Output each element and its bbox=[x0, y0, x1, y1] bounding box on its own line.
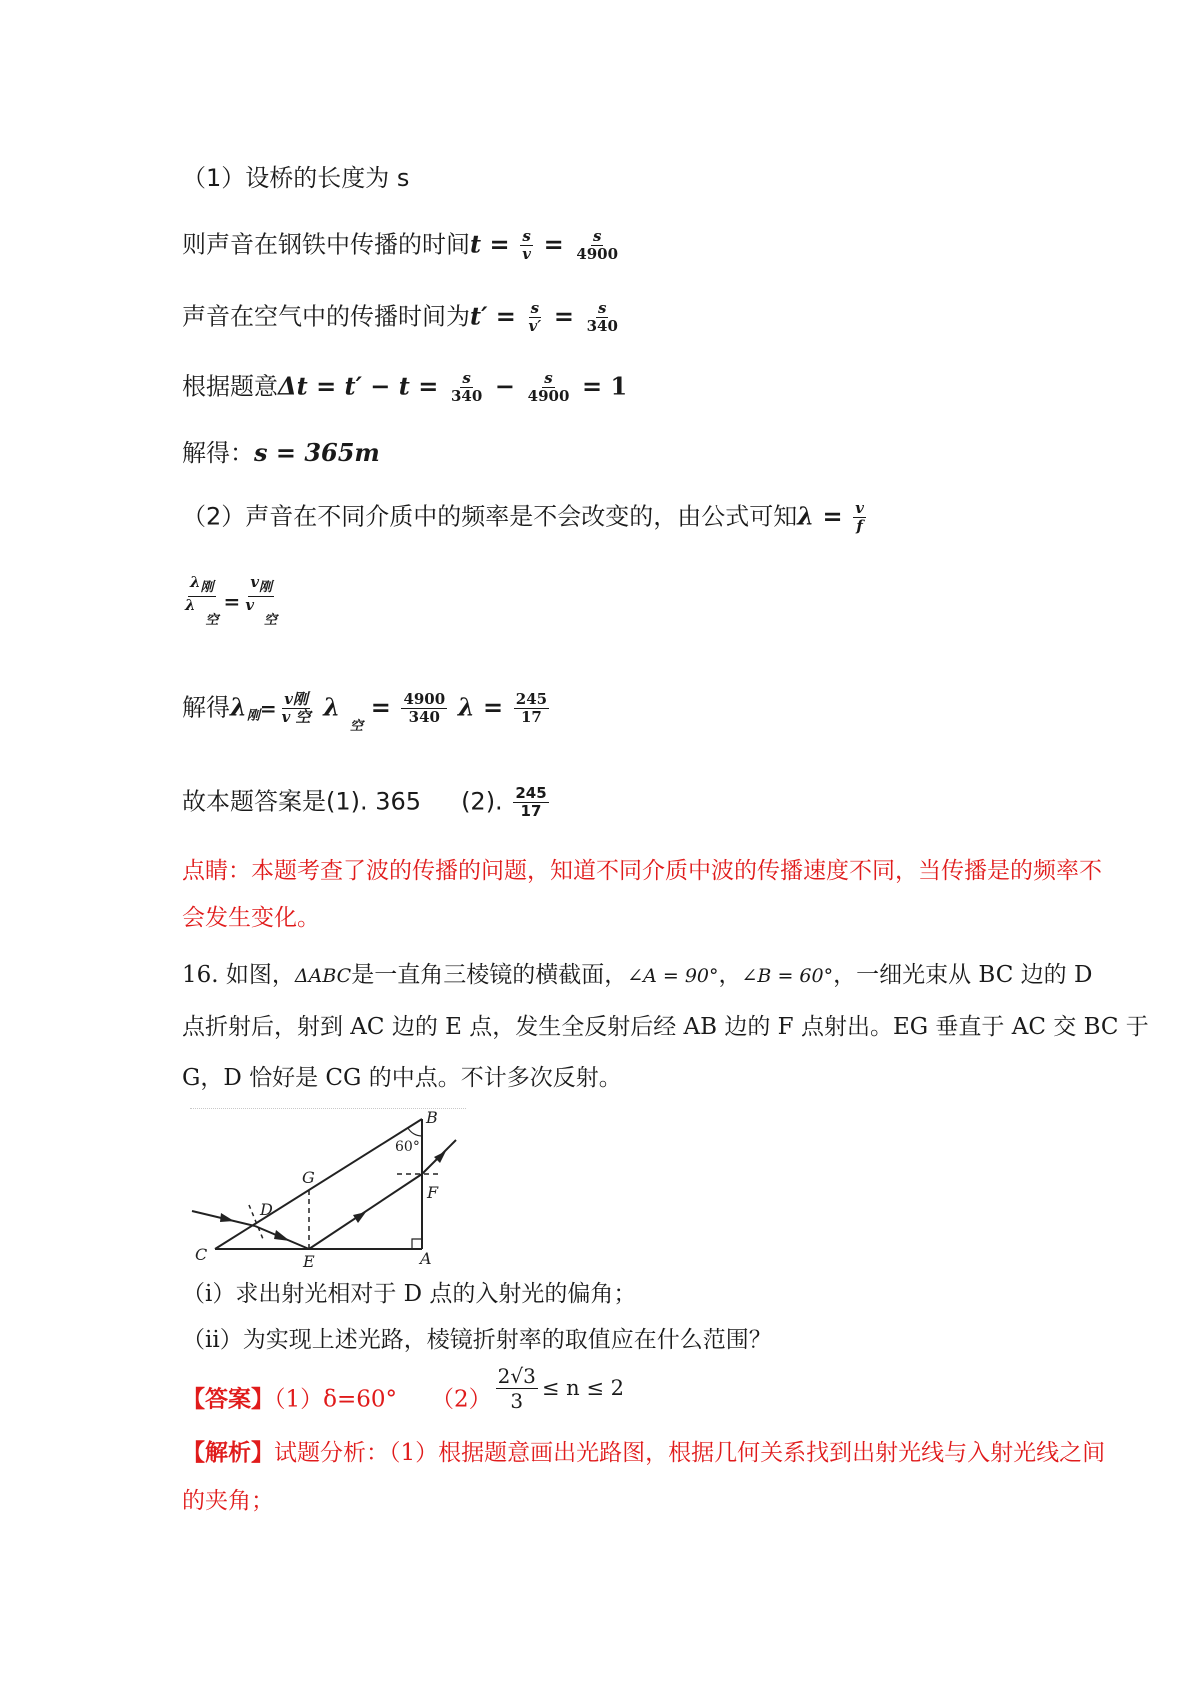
math-expr: λ = bbox=[797, 501, 843, 531]
q16-sub2: （ii）为实现上述光路，棱镜折射率的取值应在什么范围？ bbox=[182, 1327, 772, 1353]
numerator: s bbox=[522, 227, 531, 245]
subscript: 刚 bbox=[246, 708, 260, 724]
label-angle: 60° bbox=[395, 1139, 420, 1155]
denominator: 17 bbox=[520, 708, 542, 726]
fraction bbox=[520, 228, 533, 263]
denominator: 3 bbox=[510, 1389, 524, 1413]
label-a: A bbox=[420, 1249, 432, 1267]
numerator: v bbox=[855, 499, 864, 517]
denominator: v′ bbox=[528, 317, 542, 335]
lambda: λ bbox=[323, 692, 341, 722]
fraction bbox=[574, 228, 620, 263]
subscript: 空 bbox=[350, 718, 364, 734]
part1-line4 bbox=[182, 370, 627, 405]
answer-label: 【答案】 bbox=[182, 1385, 274, 1413]
part2-solve bbox=[182, 691, 552, 742]
comment-line1: 点睛：本题考查了波的传播的问题，知道不同介质中波的传播速度不同，当传播是的频率不 bbox=[182, 858, 1102, 884]
equals: = bbox=[553, 301, 574, 331]
numerator: 2√3 bbox=[497, 1364, 536, 1388]
angle-arc bbox=[408, 1128, 422, 1136]
q16-analysis-line2: 的夹角； bbox=[182, 1488, 274, 1514]
subscript: 空 bbox=[264, 613, 278, 628]
fraction bbox=[243, 574, 279, 629]
numerator: 245 bbox=[515, 690, 548, 708]
text: （2） bbox=[431, 1386, 492, 1413]
symbol: λ bbox=[185, 596, 196, 614]
arrow-icon bbox=[220, 1213, 234, 1222]
fraction bbox=[280, 691, 313, 726]
fraction bbox=[585, 300, 620, 335]
subscript: 刚 bbox=[200, 580, 214, 595]
arrow-icon bbox=[274, 1230, 290, 1241]
fraction bbox=[183, 574, 221, 629]
label-g: G bbox=[302, 1168, 315, 1187]
denominator: v 空 bbox=[281, 708, 311, 726]
denominator bbox=[243, 597, 279, 629]
text: 解得 bbox=[182, 693, 230, 722]
numerator bbox=[248, 574, 274, 597]
label-d: D bbox=[260, 1200, 273, 1219]
part1-line2 bbox=[182, 228, 623, 263]
equals: = bbox=[259, 696, 277, 721]
equals: = bbox=[543, 229, 564, 259]
text: 故本题答案是(1). 365 bbox=[182, 787, 422, 816]
math-expr: λ = bbox=[457, 692, 504, 722]
denominator: 340 bbox=[586, 317, 618, 335]
text: 是一直角三棱镜的横截面， bbox=[351, 962, 628, 988]
fraction bbox=[527, 300, 544, 335]
text: 则声音在钢铁中传播的时间 bbox=[182, 230, 470, 259]
math-expr: Δt = t′ − t = bbox=[278, 371, 439, 401]
fraction bbox=[496, 1364, 538, 1413]
text: （2）声音在不同介质中的频率是不会改变的，由公式可知 bbox=[182, 502, 798, 531]
part2-ratio bbox=[180, 574, 282, 629]
equals: = bbox=[223, 589, 241, 614]
equals: = bbox=[370, 692, 391, 722]
math-var: t = bbox=[470, 229, 510, 259]
q16-answer bbox=[182, 1364, 624, 1425]
denominator: 4900 bbox=[576, 245, 619, 263]
q16-line2: 点折射后，射到 AC 边的 E 点，发生全反射后经 AB 边的 F 点射出。EG 垂直于 AC 交 BC 于 bbox=[182, 1014, 1149, 1040]
arrow-icon bbox=[353, 1212, 366, 1223]
subscript: 空 bbox=[205, 613, 219, 628]
denominator: 17 bbox=[520, 802, 542, 820]
math-expr: ΔABC bbox=[294, 965, 352, 987]
part2-line1 bbox=[182, 500, 869, 535]
label-b: B bbox=[426, 1109, 438, 1127]
denominator: 340 bbox=[450, 387, 483, 405]
numerator: s bbox=[598, 299, 607, 317]
fraction bbox=[853, 500, 866, 535]
denominator: 340 bbox=[408, 708, 440, 726]
lambda: λ bbox=[230, 692, 247, 722]
text: （1）δ=60° bbox=[274, 1386, 398, 1413]
math-var: t′ = bbox=[470, 301, 516, 331]
numerator: s bbox=[544, 369, 553, 387]
numerator bbox=[188, 574, 216, 597]
text: 声音在空气中的传播时间为 bbox=[182, 302, 470, 331]
subscript: 刚 bbox=[259, 580, 273, 595]
text: 试题分析：（1）根据题意画出光路图，根据几何关系找到出射光线与入射光线之间 bbox=[274, 1440, 1106, 1466]
part1-line1: （1）设桥的长度为 s bbox=[182, 164, 410, 192]
label-e: E bbox=[303, 1252, 315, 1267]
denominator bbox=[183, 597, 221, 629]
label-c: C bbox=[195, 1245, 208, 1264]
analysis-label: 【解析】 bbox=[182, 1439, 274, 1466]
math-expr: ≤ n ≤ 2 bbox=[541, 1375, 624, 1400]
numerator: s bbox=[592, 227, 602, 245]
comment-line2: 会发生变化。 bbox=[182, 905, 320, 931]
q16-line1 bbox=[182, 960, 1092, 991]
math-expr: ∠B = 60° bbox=[741, 965, 834, 987]
label-f: F bbox=[427, 1183, 439, 1202]
ray-e-f bbox=[309, 1174, 422, 1249]
numerator: 245 bbox=[515, 784, 547, 802]
fraction bbox=[449, 370, 484, 405]
edge-cb bbox=[215, 1119, 422, 1249]
minus: − bbox=[494, 371, 516, 401]
numerator: s bbox=[530, 299, 540, 317]
numerator: s bbox=[462, 369, 471, 387]
symbol: v bbox=[245, 596, 255, 614]
text: 根据题意 bbox=[182, 372, 278, 401]
denominator: 4900 bbox=[527, 387, 570, 405]
fraction bbox=[513, 785, 548, 820]
part1-line5 bbox=[182, 438, 380, 468]
fraction bbox=[401, 691, 447, 726]
result: = 1 bbox=[582, 371, 628, 401]
text: ， bbox=[718, 962, 742, 988]
symbol: v bbox=[250, 573, 260, 591]
denominator: f bbox=[856, 517, 863, 535]
numerator: v刚 bbox=[284, 690, 308, 708]
q16-analysis-line1 bbox=[182, 1438, 1105, 1468]
text: 16. 如图， bbox=[182, 962, 295, 988]
prism-figure bbox=[190, 1109, 480, 1267]
numerator: 4900 bbox=[403, 690, 446, 708]
denominator: v bbox=[522, 245, 531, 263]
fraction bbox=[526, 370, 572, 405]
part1-line3 bbox=[182, 300, 623, 335]
q16-line3: G，D 恰好是 CG 的中点。不计多次反射。 bbox=[182, 1065, 622, 1091]
text: 解得： bbox=[182, 439, 254, 467]
math-expr: ∠A = 90° bbox=[627, 965, 719, 987]
math-expr: s = 365m bbox=[254, 438, 380, 467]
text: ，一细光束从 BC 边的 D bbox=[833, 962, 1093, 988]
right-angle-mark bbox=[412, 1239, 422, 1249]
symbol: λ bbox=[190, 573, 201, 591]
part2-answer bbox=[182, 785, 552, 820]
fraction bbox=[514, 691, 549, 726]
q16-sub1: （i）求出射光相对于 D 点的入射光的偏角； bbox=[182, 1281, 637, 1307]
text: (2). bbox=[461, 787, 503, 816]
